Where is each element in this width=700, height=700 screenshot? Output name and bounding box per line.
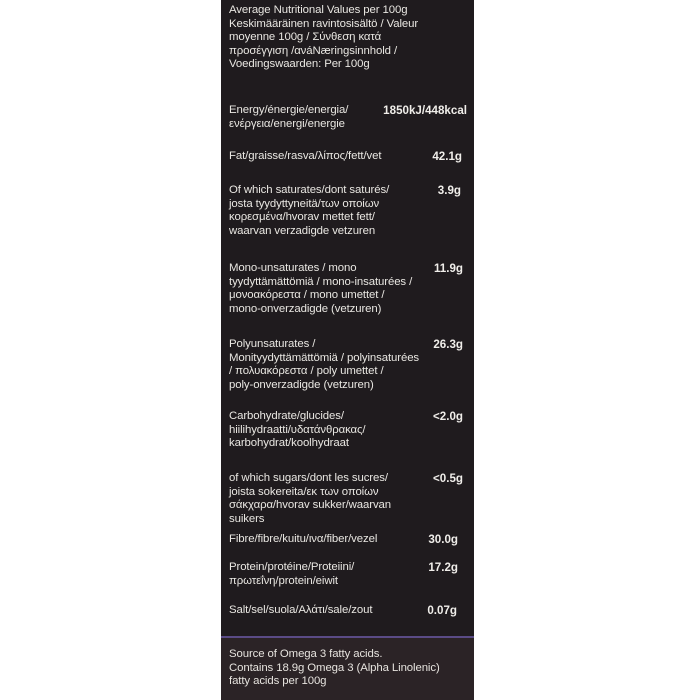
nutrition-table [221,0,474,638]
row-energy-label: Energy/énergie/energia/ ενέργεια/energi/energie [229,104,349,130]
row-fat-value: 42.1g [432,150,462,163]
row-sugars-label: of which sugars/dont les sucres/ joista sokereita/εκ των οποίων σάκχαρα/hvorav sukker/waarvan suikers [229,472,392,525]
row-monounsaturates-value: 11.9g [433,262,463,275]
nutrition-label-panel [221,0,474,700]
row-saturates-value: 3.9g [437,184,461,197]
row-fibre-label: Fibre/fibre/kuitu/ινα/fiber/vezel [229,533,378,545]
row-polyunsaturates-label: Polyunsaturates / Monityydyttämättömiä / polyinsaturées / πολυακόρεστα / poly umettet / poly-onverzadigde (vetzuren) [229,338,420,391]
row-salt-value: 0.07g [427,604,457,617]
row-carbohydrate-label: Carbohydrate/glucides/ hiilihydraatti/υδατάνθρακας/ karbohydrat/koolhydraat [229,410,366,450]
row-energy-value: 1850kJ/448kcal [383,104,467,117]
row-fat-label: Fat/graisse/rasva/λίπος/fett/vet [229,150,382,162]
row-polyunsaturates-value: 26.3g [433,338,463,351]
row-protein-value: 17.2g [428,561,458,574]
row-monounsaturates-label: Mono-unsaturates / mono tyydyttämättömiä / mono-insaturées / μονοακόρεστα / mono umettet / mono-onverzadigde (vetzuren) [229,262,413,315]
row-protein-label: Protein/protéine/Proteiini/ πρωτεΐνη/protein/eiwit [229,561,355,587]
table-header: Average Nutritional Values per 100g Keskimääräinen ravintosisältö / Valeur moyenne 100g / Σύνθεση κατά προσέγγιση /ανáNæringsinnhold / Voedingswaarden: Per 100g [229,4,419,71]
omega-3-note: Source of Omega 3 fatty acids. Contains 18.9g Omega 3 (Alpha Linolenic) fatty acids per 100g [229,648,440,688]
row-salt-label: Salt/sel/suola/Αλάτι/sale/zout [229,604,373,616]
row-fibre-value: 30.0g [428,533,458,546]
row-sugars-value: <0.5g [433,472,463,485]
row-carbohydrate-value: <2.0g [433,410,463,423]
row-saturates-label: Of which saturates/dont saturés/ josta tyydyttyneitä/των οποίων κορεσμένα/hvorav mettet fett/ waarvan verzadigde vetzuren [229,184,390,237]
